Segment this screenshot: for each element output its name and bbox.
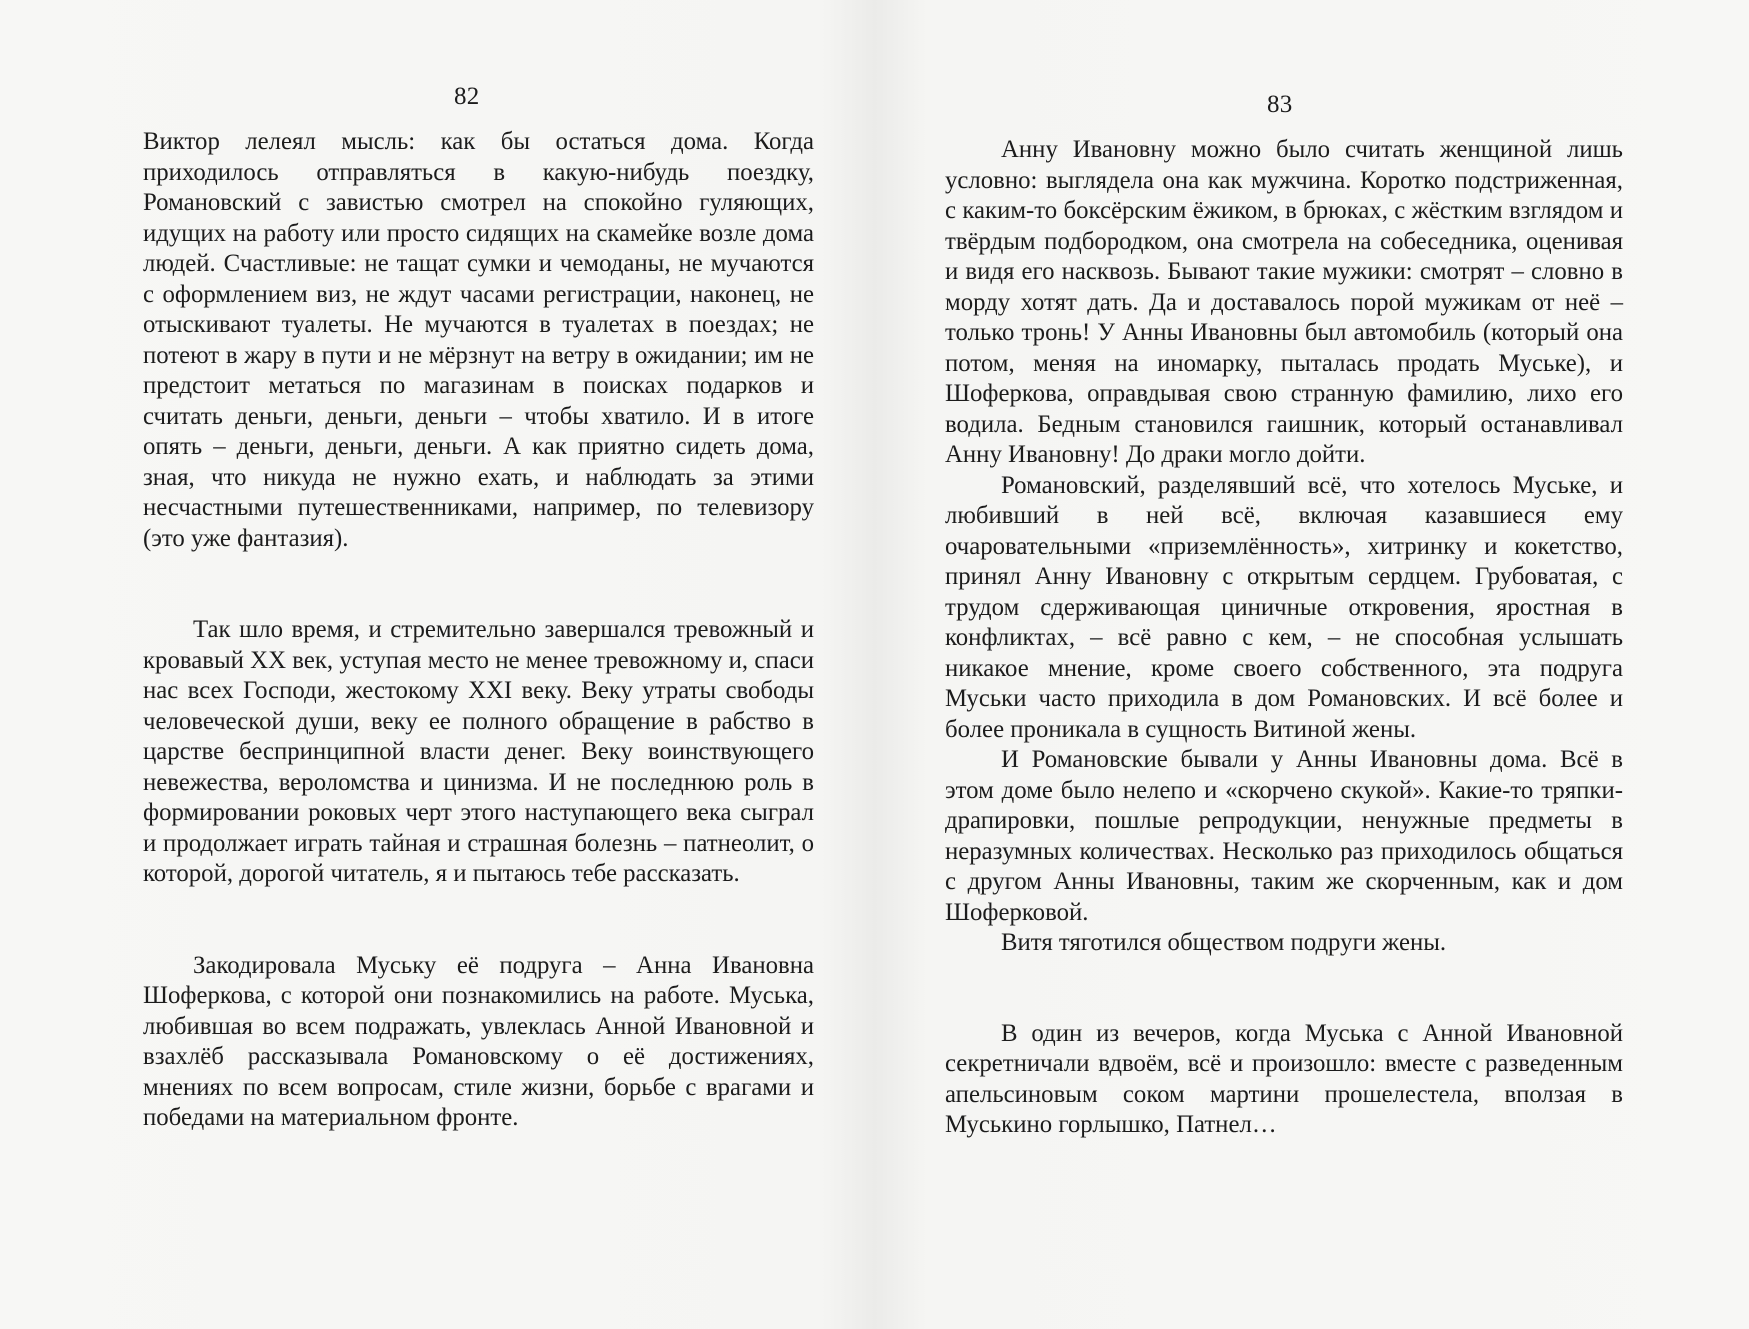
paragraph: Закодировала Муську её подруга – Анна Ивановна Шоферкова, с которой они познакомились на работе. Муська, любившая во всем подражать, увлеклась Анной Ивановной и взахлёб рассказывала Романовскому о её достижениях, мнениях по всем вопросам, стиле жизни, борьбе с врагами и победами на материальном фронте. [143,951,814,1131]
paragraph: Анну Ивановну можно было считать женщиной лишь условно: выглядела она как мужчина. Коротко подстриженная, с каким-то боксёрским ёжиком, в брюках, с жёстким взглядом и твёрдым подбородком, она смотрела на собеседника, оценивая и видя его насквозь. Бывают такие мужики: смотрят – словно в морду хотят дать. Да и доставалось порой мужикам от неё – только тронь! У Анны Ивановны был автомобиль (который она потом, меняя на иномарку, пыталась продать Муське), и Шоферкова, оправдывая свою странную фамилию, лихо его водила. Бедным становился гаишник, который останавливал Анну Ивановну! До драки могло дойти. [945,136,1623,468]
page-number: 82 [454,83,480,110]
right-text-column [945,135,1623,1141]
right-page [875,0,1749,1329]
left-page [0,0,874,1329]
paragraph: Так шло время, и стремительно завершался тревожный и кровавый XX век, уступая место не менее тревожному и, спаси нас всех Господи, жестокому XXI веку. Веку утраты свободы человеческой души, веку ее полного обращение в рабство в царстве беспринципной власти денег. Веку воинствующего невежества, вероломства и цинизма. И не последнюю роль в формировании роковых черт этого наступающего века сыграл и продолжает играть тайная и страшная болезнь – патнеолит, о которой, дорогой читатель, я и пытаюсь тебе рассказать. [143,616,814,887]
paragraph: Романовский, разделявший всё, что хотелось Муське, и любивший в ней всё, включая казавшиеся ему очаровательными «приземлённость», хитринку и кокетство, принял Анну Ивановну с открытым сердцем. Грубоватая, с трудом сдерживающая циничные откровения, яростная в конфликтах, – всё равно с кем, – не способная услышать никакое мнение, кроме своего собственного, эта подруга Муськи часто приходила в дом Романовских. И всё более и более проникала в сущность Витиной жены. [945,471,1623,743]
left-text-column [143,127,814,1134]
paragraph: Виктор лелеял мысль: как бы остаться дома. Когда приходилось отправляться в какую-нибудь поездку, Романовский с завистью смотрел на спокойно гуляющих, идущих на работу или просто сидящих на скамейке возле дома людей. Счастливые: не тащат сумки и чемоданы, не мучаются с оформлением виз, не ждут часами регистрации, наконец, не отыскивают туалеты. Не мучаются в туалетах в поездах; не потеют в жару в пути и не мёрзнут на ветру в ожидании; им не предстоит метаться по магазинам в поисках подарков и считать деньги, деньги, деньги – чтобы хватило. И в итоге опять – деньги, деньги, деньги. А как приятно сидеть дома, зная, что никуда не нужно ехать, и наблюдать за этими несчастными путешественниками, например, по телевизору (это уже фантазия). [143,128,814,552]
paragraph: Витя тяготился обществом подруги жены. [1001,929,1447,956]
paragraph: И Романовские бывали у Анны Ивановны дома. Всё в этом доме было нелепо и «скорчено скукой». Какие-то тряпки-драпировки, пошлые репродукции, ненужные предметы в неразумных количествах. Несколько раз приходилось общаться с другом Анны Ивановны, таким же скорченным, как и дом Шоферковой. [945,746,1623,926]
page-number: 83 [1267,91,1293,118]
paragraph: В один из вечеров, когда Муська с Анной Ивановной секретничали вдвоём, всё и произошло: вместе с разведенным апельсиновым соком мартини прошелестела, вползая в Муськино горлышко, Патнел… [945,1019,1623,1138]
